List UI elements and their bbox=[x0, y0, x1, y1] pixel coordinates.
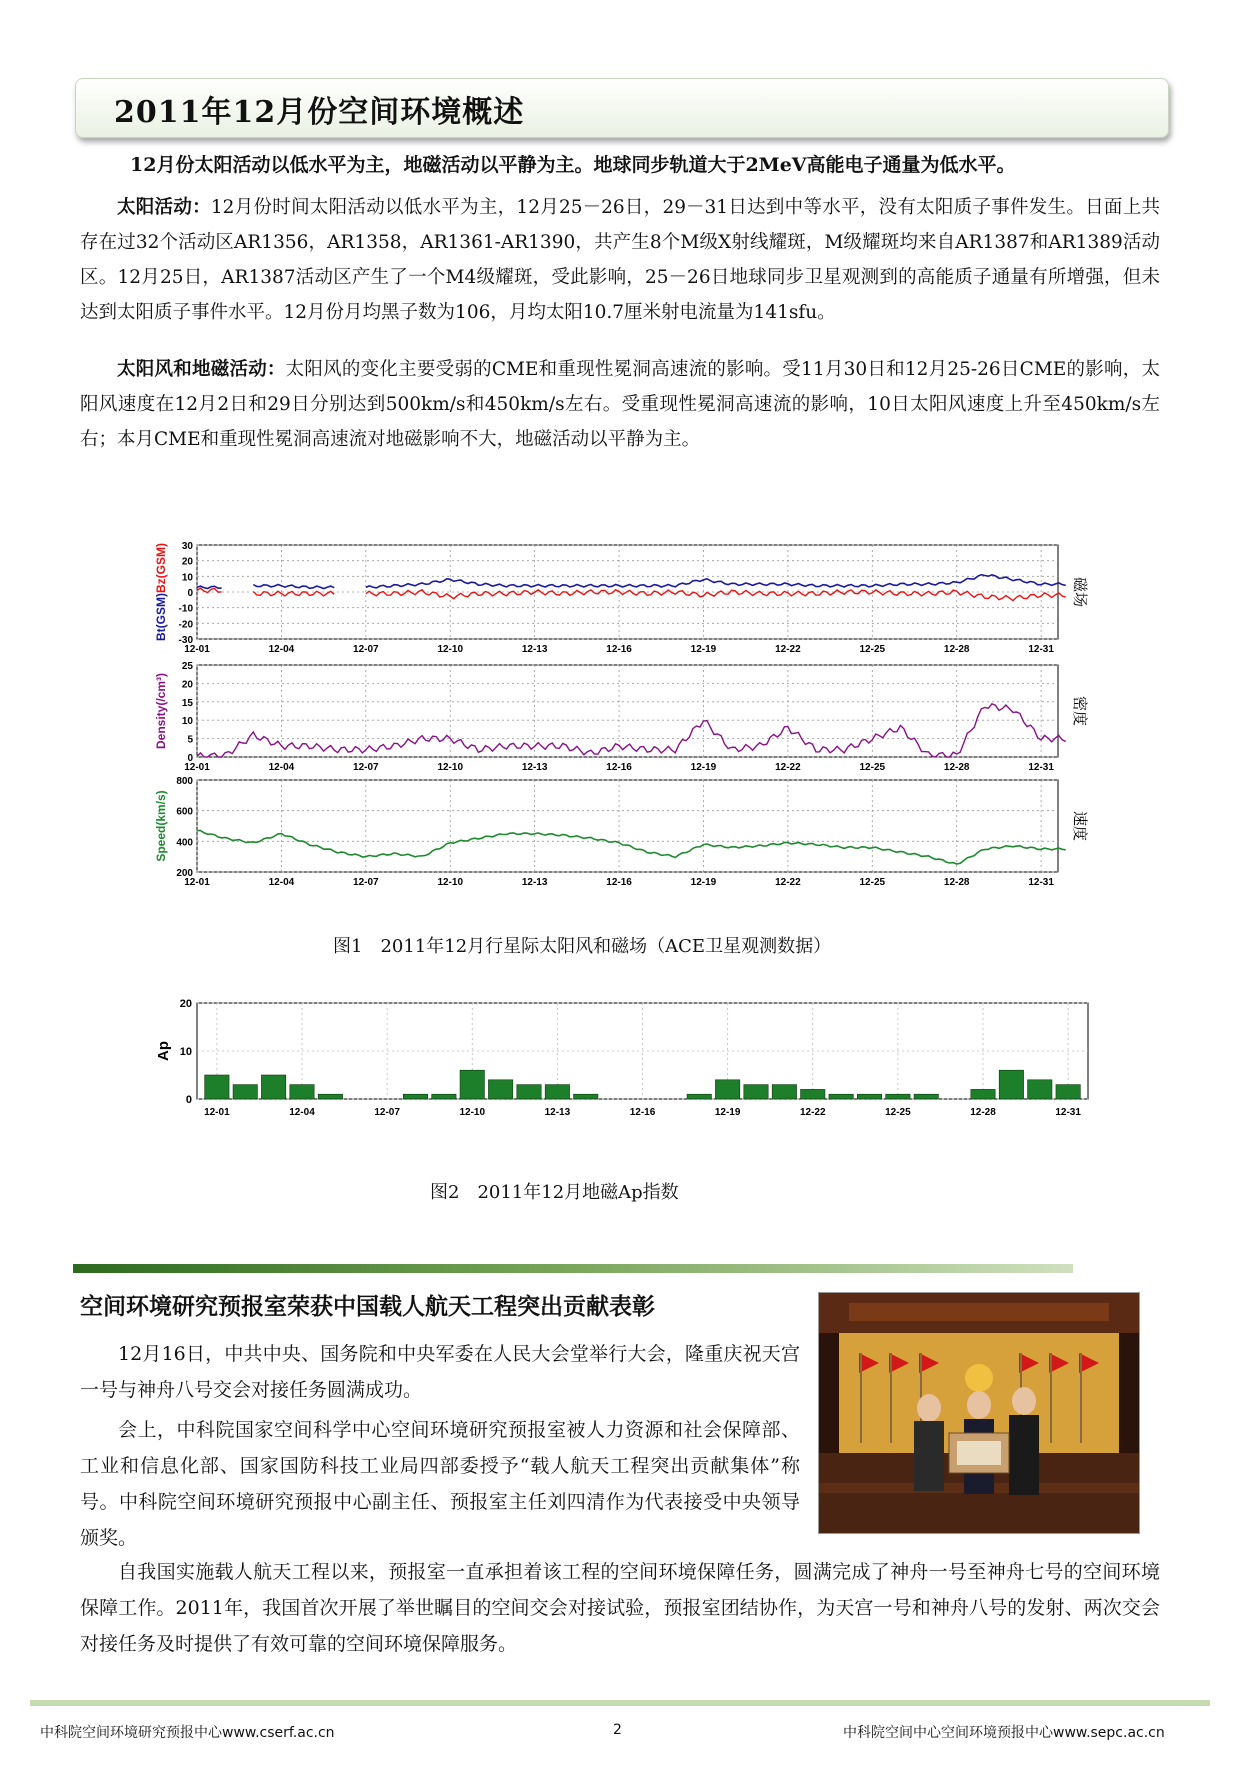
y-tick-label: 20 bbox=[181, 679, 193, 691]
y-tick-label: 15 bbox=[181, 697, 193, 709]
ap-bar bbox=[801, 1089, 825, 1099]
panel-density bbox=[182, 661, 1089, 773]
ap-bar bbox=[829, 1094, 853, 1099]
x-tick-label: 12-22 bbox=[775, 762, 801, 773]
x-tick-label: 12-04 bbox=[268, 877, 295, 888]
panel-frame-speed bbox=[197, 780, 1058, 872]
title-banner bbox=[75, 78, 1169, 138]
ap-bar bbox=[857, 1094, 881, 1099]
x-tick-label: 12-22 bbox=[775, 644, 801, 655]
ap-y-axis-label: Ap bbox=[155, 1041, 172, 1061]
wind-paragraph bbox=[80, 352, 1160, 457]
x-tick-label: 12-16 bbox=[606, 644, 632, 655]
ap-y-tick-label: 20 bbox=[179, 998, 192, 1010]
x-tick-label: 12-25 bbox=[859, 877, 886, 888]
x-tick-label: 12-25 bbox=[859, 644, 886, 655]
panel-side-label-speed: 速度 bbox=[1071, 810, 1089, 842]
panel-side-label-density: 密度 bbox=[1071, 695, 1089, 727]
ap-y-tick-label: 0 bbox=[185, 1094, 192, 1106]
y-tick-label: 20 bbox=[181, 556, 193, 568]
footer-divider bbox=[30, 1700, 1210, 1706]
ap-bar bbox=[744, 1085, 768, 1099]
x-tick-label: 12-28 bbox=[943, 877, 970, 888]
ap-bar bbox=[488, 1080, 512, 1099]
x-tick-label: 12-04 bbox=[268, 644, 295, 655]
footer-left-site: 中科院空间环境研究预报中心www.cserf.ac.cn bbox=[40, 1725, 335, 1741]
bz-axis-label: Bz(GSM) bbox=[154, 543, 168, 593]
x-tick-label: 12-04 bbox=[268, 762, 295, 773]
x-tick-label: 12-19 bbox=[690, 877, 717, 888]
x-tick-label: 12-16 bbox=[606, 762, 632, 773]
figure1-chart bbox=[0, 535, 1241, 935]
ap-bar bbox=[1028, 1080, 1052, 1099]
x-tick-label: 12-01 bbox=[184, 762, 210, 773]
x-tick-label: 12-25 bbox=[859, 762, 886, 773]
ap-x-tick-label: 12-19 bbox=[714, 1107, 741, 1118]
y-tick-label: 30 bbox=[181, 541, 193, 552]
x-tick-label: 12-07 bbox=[353, 644, 379, 655]
x-tick-label: 12-13 bbox=[521, 762, 548, 773]
x-tick-label: 12-07 bbox=[353, 762, 379, 773]
ap-bar bbox=[999, 1070, 1023, 1099]
ap-bar bbox=[517, 1085, 541, 1099]
panel-side-label-mag: 磁场 bbox=[1071, 576, 1089, 608]
x-tick-label: 12-10 bbox=[437, 762, 464, 773]
ap-y-tick-label: 10 bbox=[179, 1046, 192, 1058]
x-tick-label: 12-28 bbox=[943, 762, 970, 773]
x-tick-label: 12-16 bbox=[606, 877, 632, 888]
ap-bar bbox=[914, 1094, 938, 1099]
x-tick-label: 12-01 bbox=[184, 877, 210, 888]
x-tick-label: 12-13 bbox=[521, 644, 548, 655]
ap-x-tick-label: 12-10 bbox=[459, 1107, 486, 1118]
solar-activity-paragraph bbox=[80, 190, 1160, 330]
ap-x-tick-label: 12-22 bbox=[799, 1107, 826, 1118]
density-y-axis-label: Density(/cm³) bbox=[154, 672, 168, 750]
ap-bar bbox=[772, 1085, 796, 1099]
figure2-caption: 图2 2011年12月地磁Ap指数 bbox=[430, 1182, 679, 1203]
ap-x-tick-label: 12-04 bbox=[289, 1107, 315, 1118]
page-title: 2011年12月份空间环境概述 bbox=[114, 95, 525, 130]
x-tick-label: 12-13 bbox=[521, 877, 548, 888]
ap-bar bbox=[290, 1085, 314, 1099]
panel-mag bbox=[179, 541, 1089, 655]
ap-bar bbox=[432, 1094, 456, 1099]
ap-bar bbox=[403, 1094, 427, 1099]
y-tick-label: 400 bbox=[176, 837, 193, 849]
ap-bar bbox=[574, 1094, 598, 1099]
y-tick-label: 25 bbox=[181, 661, 193, 672]
x-tick-label: 12-28 bbox=[943, 644, 970, 655]
x-tick-label: 12-01 bbox=[184, 644, 210, 655]
x-tick-label: 12-31 bbox=[1028, 644, 1054, 655]
y-tick-label: 600 bbox=[176, 806, 193, 818]
ap-bar bbox=[886, 1094, 910, 1099]
wind-heading: 太阳风和地磁活动： bbox=[117, 359, 286, 380]
news-paragraph-2: 会上，中科院国家空间科学中心空间环境研究预报室被人力资源和社会保障部、工业和信息化部、国家国防科技工业局四部委授予“载人航天工程突出贡献集体”称号。中科院空间环境研究预报中心副主任、预报室主任刘四清作为代表接受中央领导颁奖。 bbox=[80, 1419, 800, 1549]
ap-bar bbox=[715, 1080, 739, 1099]
wind-text: 太阳风的变化主要受弱的CME和重现性冕洞高速流的影响。受11月30日和12月25-26日CME的影响，太阳风速度在12月2日和29日分别达到500km/s和450km/s左右。受重现性冕洞高速流的影响，10日太阳风速度上升至450km/s左右；本月CME和重现性冕洞高速流对地磁影响不大，地磁活动以平静为主。 bbox=[80, 359, 1160, 450]
ap-bar bbox=[1056, 1085, 1080, 1099]
y-tick-label: -20 bbox=[178, 619, 193, 631]
mag-y-axis-label bbox=[154, 543, 168, 641]
footer-right-site: 中科院空间中心空间环境预报中心www.sepc.ac.cn bbox=[843, 1725, 1165, 1741]
x-tick-label: 12-19 bbox=[690, 644, 717, 655]
news-paragraph-3: 自我国实施载人航天工程以来，预报室一直承担着该工程的空间环境保障任务，圆满完成了神舟一号至神舟七号的空间环境保障工作。2011年，我国首次开展了举世瞩目的空间交会对接试验，预报室团结协作，为天宫一号和神舟八号的发射、两次交会对接任务及时提供了有效可靠的空间环境保障服务。 bbox=[80, 1561, 1160, 1655]
ap-bar bbox=[233, 1085, 257, 1099]
ap-bar bbox=[460, 1070, 484, 1099]
ap-x-tick-label: 12-13 bbox=[544, 1107, 571, 1118]
figure2-chart bbox=[0, 995, 1241, 1155]
figure1-caption: 图1 2011年12月行星际太阳风和磁场（ACE卫星观测数据） bbox=[333, 936, 832, 957]
ap-bar bbox=[971, 1089, 995, 1099]
y-tick-label: 5 bbox=[187, 734, 193, 746]
y-tick-label: 10 bbox=[181, 572, 193, 584]
x-tick-label: 12-31 bbox=[1028, 877, 1054, 888]
section-divider bbox=[73, 1264, 1073, 1273]
page-number: 2 bbox=[613, 1722, 622, 1738]
solar-activity-heading: 太阳活动： bbox=[117, 197, 211, 218]
y-tick-label: -10 bbox=[178, 603, 193, 615]
award-ceremony-photo bbox=[818, 1292, 1140, 1534]
panel-frame-density bbox=[197, 665, 1058, 757]
summary-lead: 12月份太阳活动以低水平为主，地磁活动以平静为主。地球同步轨道大于2MeV高能电子通量为低水平。 bbox=[130, 154, 1016, 176]
x-tick-label: 12-10 bbox=[437, 877, 464, 888]
solar-activity-text: 12月份时间太阳活动以低水平为主，12月25－26日，29－31日达到中等水平，没有太阳质子事件发生。日面上共存在过32个活动区AR1356，AR1358，AR1361-AR1390，共产生8个M级X射线耀斑，M级耀斑均来自AR1387和AR1389活动区。12月25日，AR1387活动区产生了一个M4级耀斑，受此影响，25－26日地球同步卫星观测到的高能质子通量有所增强，但未达到太阳质子事件水平。12月份月均黑子数为106，月均太阳10.7厘米射电流量为141sfu。 bbox=[80, 197, 1160, 323]
ap-x-tick-label: 12-16 bbox=[629, 1107, 656, 1118]
x-tick-label: 12-22 bbox=[775, 877, 801, 888]
y-tick-label: 800 bbox=[176, 776, 193, 787]
ap-x-tick-label: 12-28 bbox=[970, 1107, 996, 1118]
ap-bar bbox=[687, 1094, 711, 1099]
y-tick-label: 200 bbox=[176, 868, 193, 879]
bt-axis-label: Bt(GSM) bbox=[154, 593, 168, 641]
x-tick-label: 12-10 bbox=[437, 644, 464, 655]
news-title: 空间环境研究预报室荣获中国载人航天工程突出贡献表彰 bbox=[80, 1293, 655, 1320]
ap-bar bbox=[545, 1085, 569, 1099]
speed-y-axis-label: Speed(km/s) bbox=[154, 790, 168, 862]
ap-x-tick-label: 12-31 bbox=[1055, 1107, 1081, 1118]
x-tick-label: 12-31 bbox=[1028, 762, 1054, 773]
news-paragraph-1: 12月16日，中共中央、国务院和中央军委在人民大会堂举行大会，隆重庆祝天宫一号与神舟八号交会对接任务圆满成功。 bbox=[80, 1343, 800, 1401]
y-tick-label: 10 bbox=[181, 716, 193, 728]
ap-bar bbox=[318, 1094, 342, 1099]
y-tick-label: 0 bbox=[187, 753, 193, 764]
y-tick-label: -30 bbox=[178, 635, 193, 646]
y-tick-label: 0 bbox=[187, 588, 193, 599]
ap-bar bbox=[261, 1075, 285, 1099]
ap-x-tick-label: 12-07 bbox=[374, 1107, 400, 1118]
ap-x-tick-label: 12-01 bbox=[204, 1107, 230, 1118]
x-tick-label: 12-19 bbox=[690, 762, 717, 773]
ap-x-tick-label: 12-25 bbox=[885, 1107, 911, 1118]
ap-bar bbox=[205, 1075, 229, 1099]
panel-speed bbox=[176, 776, 1089, 888]
x-tick-label: 12-07 bbox=[353, 877, 379, 888]
